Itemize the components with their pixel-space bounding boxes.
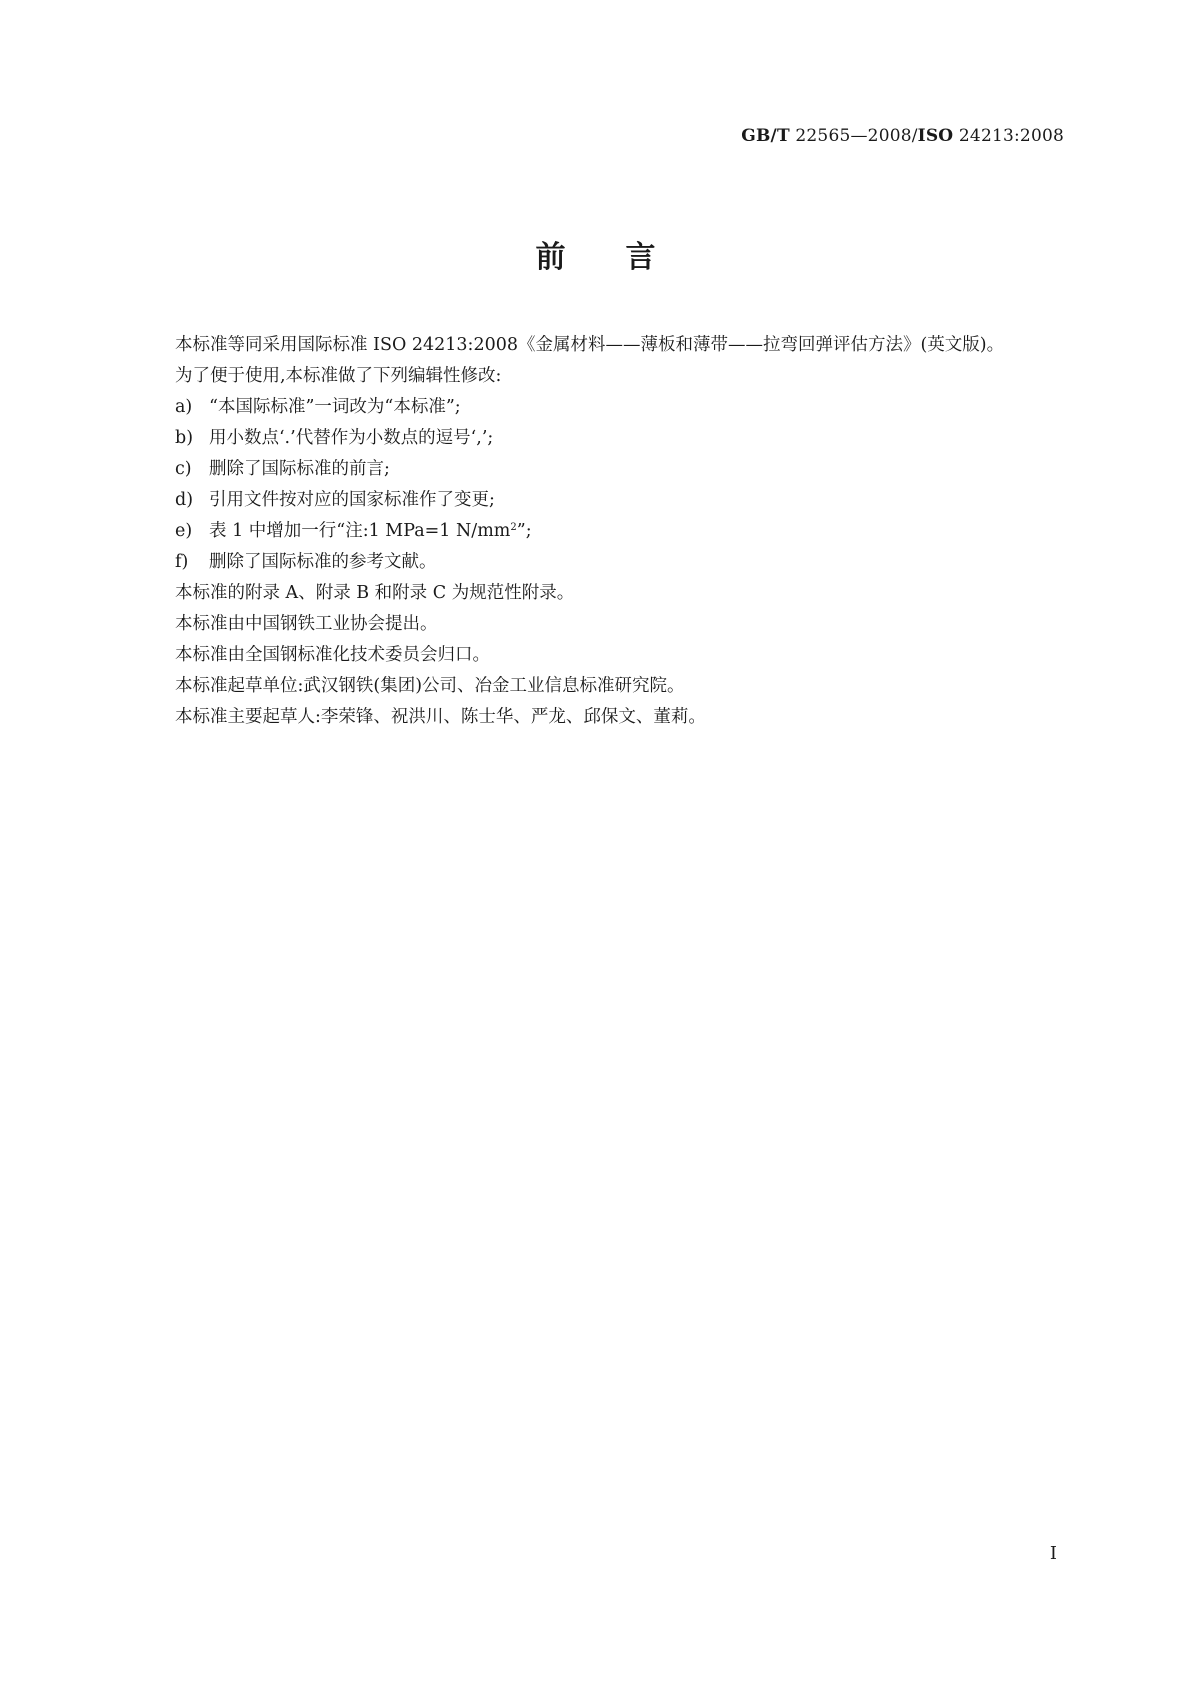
proposer-paragraph: 本标准由中国钢铁工业协会提出。	[175, 614, 438, 634]
list-marker: a)	[175, 397, 193, 417]
list-marker: d)	[175, 490, 194, 510]
page-title: 前 言	[535, 240, 656, 275]
standard-code-iso: ISO	[917, 126, 954, 146]
list-marker: f)	[175, 552, 189, 572]
list-item-text-end: ”;	[516, 521, 532, 541]
standard-code	[741, 126, 1064, 146]
list-item	[123, 516, 1068, 547]
list-item-text: “本国际标准”一词改为“本标准”;	[209, 397, 461, 417]
intro-paragraph: 本标准等同采用国际标准 ISO 24213:2008《金属材料——薄板和薄带——拉弯回弹评估方法》(英文版)。	[175, 335, 1005, 355]
drafters-paragraph: 本标准主要起草人:李荣锋、祝洪川、陈士华、严龙、邱保文、董莉。	[175, 707, 706, 727]
list-item-text: 表 1 中增加一行“注:1 MPa=1 N/mm	[209, 521, 511, 541]
list-item	[123, 485, 1068, 516]
list-marker: e)	[175, 521, 193, 541]
drafting-units-paragraph: 本标准起草单位:武汉钢铁(集团)公司、冶金工业信息标准研究院。	[175, 676, 685, 696]
page-number: I	[1049, 1543, 1057, 1564]
list-marker: c)	[175, 459, 192, 479]
foreword-body	[123, 330, 1068, 733]
list-item-text: 删除了国际标准的前言;	[209, 459, 390, 479]
list-item-text: 删除了国际标准的参考文献。	[209, 552, 437, 572]
list-item	[123, 547, 1068, 578]
committee-paragraph: 本标准由全国钢标准化技术委员会归口。	[175, 645, 490, 665]
list-marker: b)	[175, 428, 194, 448]
list-item	[123, 392, 1068, 423]
list-item-text: 用小数点‘.’代替作为小数点的逗号‘,’;	[209, 428, 494, 448]
standard-code-gbt: GB/T	[741, 126, 790, 146]
standard-code-number: 22565—2008/	[789, 126, 918, 146]
annex-paragraph: 本标准的附录 A、附录 B 和附录 C 为规范性附录。	[175, 583, 575, 603]
list-item-text: 引用文件按对应的国家标准作了变更;	[209, 490, 495, 510]
list-item	[123, 454, 1068, 485]
list-item	[123, 423, 1068, 454]
edits-intro-paragraph: 为了便于使用,本标准做了下列编辑性修改:	[175, 366, 502, 386]
superscript-2: 2	[510, 522, 517, 533]
standard-code-iso-number: 24213:2008	[953, 126, 1064, 146]
